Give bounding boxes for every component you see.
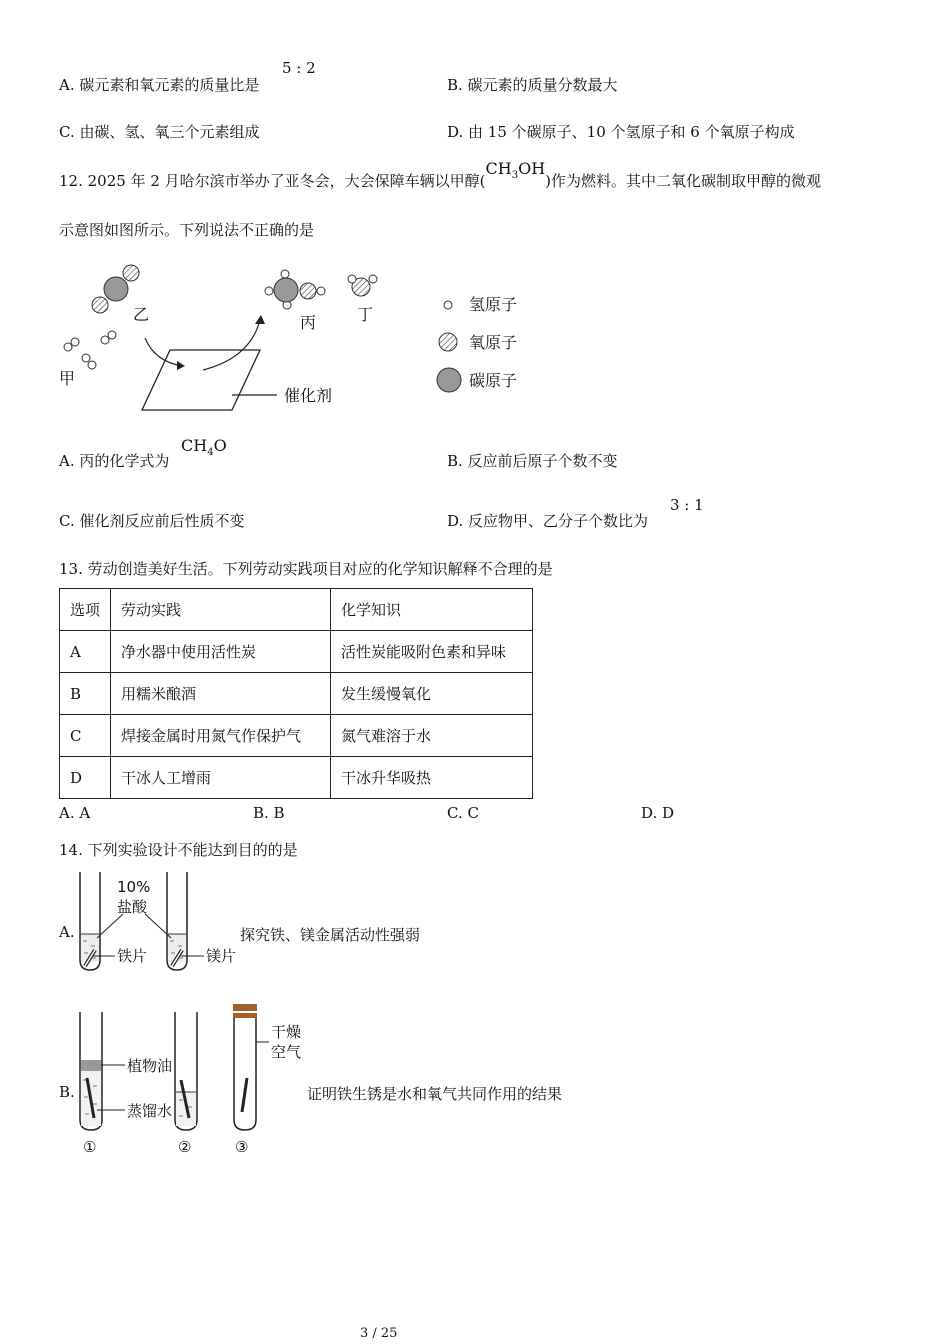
label-dry-2: 空气: [271, 1043, 302, 1061]
table-cell: 干冰人工增雨: [111, 757, 331, 799]
q14-option-a-label: A.: [59, 923, 75, 941]
q13-option-c: C. C: [447, 804, 479, 822]
legend-h: 氢原子: [469, 295, 518, 314]
q11-option-c: C. 由碳、氢、氧三个元素组成: [59, 123, 260, 141]
label-water: 蒸馏水: [127, 1102, 173, 1120]
molecule-yi: [92, 265, 139, 313]
q11-option-a-ratio: 5 : 2: [282, 59, 316, 77]
table-row: [60, 673, 533, 715]
legend-h-icon: [444, 301, 452, 309]
label-acid-pct: 10%: [117, 878, 151, 896]
q12-option-a: A. 丙的化学式为: [59, 452, 170, 470]
q14-option-b-label: B.: [59, 1083, 75, 1101]
table-cell: 氮气难溶于水: [331, 715, 533, 757]
table-header-cell: 选项: [60, 589, 111, 631]
label-jia: 甲: [59, 369, 76, 388]
table-cell: 焊接金属时用氮气作保护气: [111, 715, 331, 757]
q13-option-d: D. D: [641, 804, 675, 822]
catalyst-plate: [142, 350, 260, 410]
q13-stem: 13. 劳动创造美好生活。下列劳动实践项目对应的化学知识解释不合理的是: [59, 560, 553, 578]
table-cell: C: [60, 715, 111, 757]
label-mg: 镁片: [206, 947, 237, 965]
label-dry-1: 干燥: [271, 1023, 302, 1041]
label-iron: 铁片: [117, 947, 148, 965]
q13-option-a: A. A: [59, 804, 91, 822]
q12-option-a-formula: $CH_4O$: [181, 436, 227, 459]
table-row: [60, 631, 533, 673]
table-cell: 发生缓慢氧化: [331, 673, 533, 715]
q11-option-b: B. 碳元素的质量分数最大: [447, 76, 618, 94]
q12-reaction-diagram: [55, 258, 555, 418]
q14-stem: 14. 下列实验设计不能达到目的的是: [59, 841, 298, 859]
page-number: 3 / 25: [360, 1326, 398, 1341]
label-oil: 植物油: [127, 1057, 173, 1075]
q12-option-b: B. 反应前后原子个数不变: [447, 452, 618, 470]
q12-stem-line2: 示意图如图所示。下列说法不正确的是: [59, 221, 315, 239]
label-ding: 丁: [357, 305, 374, 324]
label-acid: 盐酸: [117, 898, 148, 916]
label-bing: 丙: [300, 313, 317, 332]
q11-option-a: A. 碳元素和氧元素的质量比是: [59, 76, 260, 94]
q12-option-d: D. 反应物甲、乙分子个数比为: [447, 512, 649, 530]
table-cell: B: [60, 673, 111, 715]
q14-a-test-tubes: [75, 868, 275, 978]
table-row: [60, 715, 533, 757]
table-header-row: [60, 589, 533, 631]
label-catalyst: 催化剂: [284, 386, 333, 405]
table-cell: 干冰升华吸热: [331, 757, 533, 799]
label-tube-1: ①: [83, 1138, 97, 1156]
label-tube-3: ③: [235, 1138, 249, 1156]
table-header-cell: 化学知识: [331, 589, 533, 631]
molecule-ding: [348, 275, 377, 296]
table-row: [60, 757, 533, 799]
molecule-bing: [265, 270, 325, 309]
legend-c: 碳原子: [469, 371, 518, 390]
label-tube-2: ②: [178, 1138, 192, 1156]
q14-option-a-desc: 探究铁、镁金属活动性强弱: [240, 926, 421, 944]
q11-option-d: D. 由 15 个碳原子、10 个氢原子和 6 个氧原子构成: [447, 123, 795, 141]
q12-option-d-ratio: 3 : 1: [670, 496, 704, 514]
q14-option-b-desc: 证明铁生锈是水和氧气共同作用的结果: [307, 1085, 563, 1103]
table-cell: D: [60, 757, 111, 799]
legend-c-icon: [437, 368, 461, 392]
table-cell: A: [60, 631, 111, 673]
legend-o-icon: [439, 333, 457, 351]
table-cell: 活性炭能吸附色素和异味: [331, 631, 533, 673]
q12-stem-line1: 12. 2025 年 2 月哈尔滨市举办了亚冬会，大会保障车辆以甲醇$(CH_3OH)$作为燃料。其中二氧化碳制取甲醇的微观: [59, 159, 822, 190]
table-cell: 净水器中使用活性炭: [111, 631, 331, 673]
label-yi: 乙: [133, 305, 150, 324]
q14-b-test-tubes: [75, 1000, 325, 1160]
legend-o: 氧原子: [469, 333, 518, 352]
q13-option-b: B. B: [253, 804, 285, 822]
q12-option-c: C. 催化剂反应前后性质不变: [59, 512, 245, 530]
q13-table: [59, 588, 533, 799]
molecule-jia: [64, 331, 116, 369]
table-cell: 用糯米酿酒: [111, 673, 331, 715]
table-header-cell: 劳动实践: [111, 589, 331, 631]
